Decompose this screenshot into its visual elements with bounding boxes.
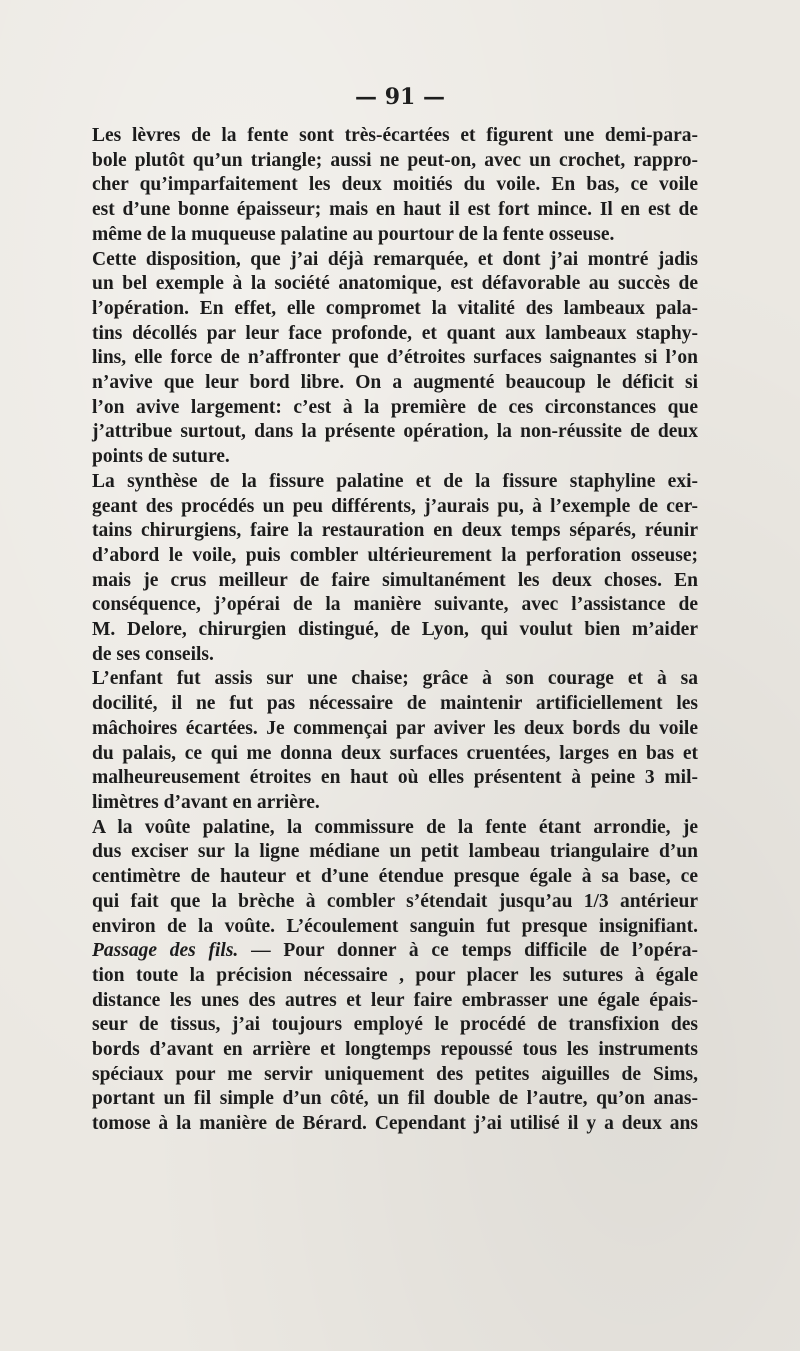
text-line: L’enfant fut assis sur une chaise; grâce à son courage et à sa <box>92 668 698 690</box>
text-line: j’attribue surtout, dans la présente opération, la non-réussite de deux <box>92 421 698 443</box>
text-line: bords d’avant en arrière et longtemps repoussé tous les instruments <box>92 1039 698 1061</box>
text-line: portant un fil simple d’un côté, un fil double de l’autre, qu’on anas- <box>92 1088 698 1110</box>
text-line: seur de tissus, j’ai toujours employé le procédé de transfixion des <box>92 1014 698 1036</box>
text-line: points de suture. <box>92 446 230 468</box>
paragraph-2 <box>92 248 698 470</box>
text-line: Cette disposition, que j’ai déjà remarquée, et dont j’ai montré jadis <box>92 248 698 270</box>
text-line: limètres d’avant en arrière. <box>92 791 320 813</box>
text-line: n’avive que leur bord libre. On a augmenté beaucoup le déficit si <box>92 372 698 394</box>
text-line: l’opération. En effet, elle compromet la vitalité des lambeaux pala- <box>92 297 698 319</box>
body-text <box>92 124 698 1137</box>
text-line: tins décollés par leur face profonde, et quant aux lambeaux staphy- <box>92 322 698 344</box>
text-line: cher qu’imparfaitement les deux moitiés du voile. En bas, ce voile <box>92 174 698 196</box>
text-line: de ses conseils. <box>92 643 214 665</box>
text-line: tomose à la manière de Bérard. Cependant j’ai utilisé il y a deux ans <box>92 1113 698 1135</box>
section-lead-italic: Passage des fils. <box>92 940 239 962</box>
text-line: l’on avive largement: c’est à la première de ces circonstances que <box>92 396 698 418</box>
text-line: qui fait que la brèche à combler s’étendait jusqu’au 1/3 antérieur <box>92 890 698 912</box>
text-line: Les lèvres de la fente sont très-écartées et figurent une demi-para- <box>92 125 698 146</box>
text-line: lins, elle force de n’affronter que d’étroites surfaces saignantes si l’on <box>92 347 698 369</box>
text-line: centimètre de hauteur et d’une étendue presque égale à sa base, ce <box>92 866 698 888</box>
text-fragment: — Pour donner à ce temps difficile de l’opéra- <box>238 940 699 962</box>
text-line: bole plutôt qu’un triangle; aussi ne peut-on, avec un crochet, rappro- <box>92 149 698 171</box>
text-line: environ de la voûte. L’écoulement sanguin fut presque insignifiant. <box>92 915 698 937</box>
text-line: dus exciser sur la ligne médiane un petit lambeau triangulaire d’un <box>92 841 698 863</box>
text-line: d’abord le voile, puis combler ultérieurement la perforation osseuse; <box>92 544 698 566</box>
text-line: A la voûte palatine, la commissure de la fente étant arrondie, je <box>92 816 698 838</box>
text-line: conséquence, j’opérai de la manière suivante, avec l’assistance de <box>92 594 698 616</box>
text-line: un bel exemple à la société anatomique, est défavorable au succès de <box>92 273 698 295</box>
paragraph-4 <box>92 667 698 815</box>
text-line: est d’une bonne épaisseur; mais en haut il est fort mince. Il en est de <box>92 199 698 221</box>
text-line: distance les unes des autres et leur faire embrasser une égale épais- <box>92 989 698 1011</box>
text-line: du palais, ce qui me donna deux surfaces cruentées, larges en bas et <box>92 742 698 764</box>
paragraph-1 <box>92 124 698 248</box>
text-line <box>92 939 698 964</box>
text-line: geant des procédés un peu différents, j’aurais pu, à l’exemple de cer- <box>92 495 698 517</box>
text-line: tains chirurgiens, faire la restauration en deux temps séparés, réunir <box>92 520 698 542</box>
text-line: spéciaux pour me servir uniquement des petites aiguilles de Sims, <box>92 1063 698 1085</box>
paragraph-3 <box>92 470 698 668</box>
page-number: — 91 — <box>355 84 445 110</box>
text-line: malheureusement étroites en haut où elles présentent à peine 3 mil- <box>92 767 698 789</box>
text-line: docilité, il ne fut pas nécessaire de maintenir artificiellement les <box>92 693 698 715</box>
paragraph-6 <box>92 939 698 1137</box>
text-line: M. Delore, chirurgien distingué, de Lyon, qui voulut bien m’aider <box>92 619 698 641</box>
paragraph-5 <box>92 816 698 940</box>
text-line: même de la muqueuse palatine au pourtour de la fente osseuse. <box>92 223 615 245</box>
text-line: La synthèse de la fissure palatine et de la fissure staphyline exi- <box>92 470 698 492</box>
text-line: mais je crus meilleur de faire simultanément les deux choses. En <box>92 569 698 591</box>
text-line: tion toute la précision nécessaire , pour placer les sutures à égale <box>92 964 698 986</box>
text-line: mâchoires écartées. Je commençai par aviver les deux bords du voile <box>92 717 698 739</box>
